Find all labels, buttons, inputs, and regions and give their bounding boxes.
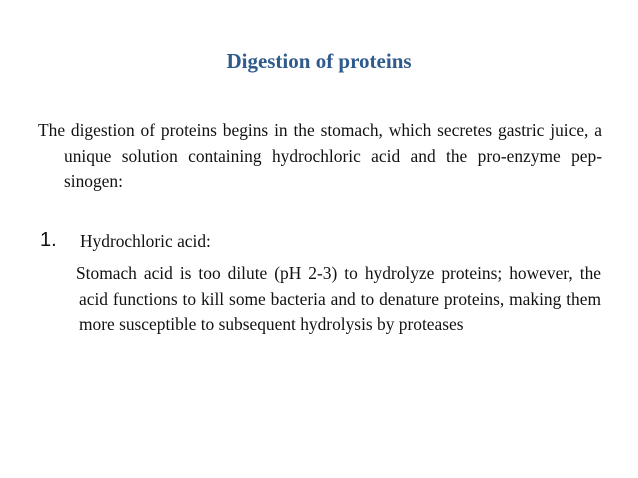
list-item-body: Stomach acid is too dilute (pH 2-3) to hydrolyze proteins; however, the acid functions to kill some bacteria and to denature proteins, making them more susceptible to subsequent hydrolysis by proteases xyxy=(76,263,601,334)
intro-paragraph: The digestion of proteins begins in the stomach, which secretes gastric juice, a unique solution containing hydrochloric acid and the pro-enzyme pep-sinogen: xyxy=(38,120,602,191)
list-item-label: Hydrochloric acid: xyxy=(80,231,211,251)
list-item-number: 1. xyxy=(40,229,57,251)
slide-title: Digestion of proteins xyxy=(226,49,412,73)
